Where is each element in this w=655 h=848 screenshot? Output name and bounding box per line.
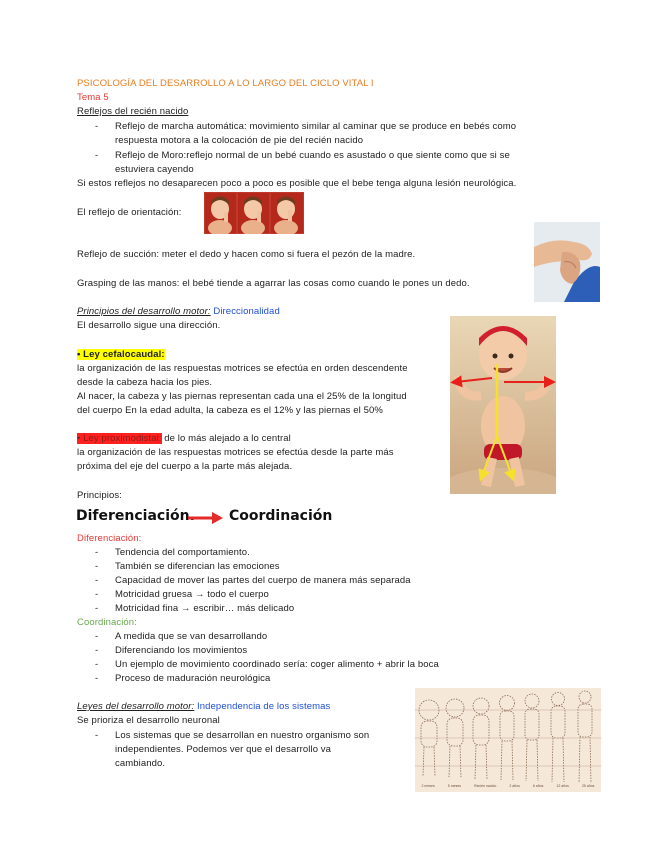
caption: 2 años	[509, 784, 520, 788]
baby-direction-photo	[450, 316, 556, 494]
cephalocaudal-line: del cuerpo En la edad adulta, la cabeza es el 12% y las piernas el 50%	[77, 405, 383, 416]
cephalocaudal-line: desde la cabeza hacia los pies.	[77, 377, 213, 388]
list-item: A medida que se van desarrollando	[115, 631, 268, 642]
bullet-dash: -	[95, 150, 99, 161]
motor-intro: El desarrollo sigue una dirección.	[77, 320, 221, 331]
bullet-dash: -	[95, 561, 99, 572]
figure-captions	[415, 784, 601, 789]
bullet-dash: -	[95, 645, 99, 656]
arrow-right-icon	[188, 509, 224, 525]
list-item: También se diferencian las emociones	[115, 561, 280, 572]
list-item: Tendencia del comportamiento.	[115, 547, 250, 558]
directionality-tag: Direccionalidad	[213, 306, 280, 317]
laws-heading: Leyes del desarrollo motor:	[77, 701, 195, 712]
diagram-right-label: Coordinación	[229, 508, 333, 524]
grasping-reflex: Grasping de las manos: el bebé tiende a agarrar las cosas como cuando le pones un dedo.	[77, 278, 470, 289]
topic-label: Tema 5	[77, 92, 109, 103]
reflex-item-line: Reflejo de marcha automática: movimiento similar al caminar que se produce en bebés como	[115, 121, 517, 132]
caption: 12 años	[556, 784, 569, 788]
list-item: Capacidad de mover las partes del cuerpo de manera más separada	[115, 575, 411, 586]
systems-independence-tag: Independencia de los sistemas	[197, 701, 331, 712]
course-title: PSICOLOGÍA DEL DESARROLLO A LO LARGO DEL CICLO VITAL I	[77, 78, 374, 89]
grasping-hand-photo	[534, 222, 600, 302]
bullet-dash: -	[95, 603, 99, 614]
cephalocaudal-line: la organización de las respuestas motrices se efectúa en orden descendente	[77, 363, 408, 374]
orientation-label: El reflejo de orientación:	[77, 207, 182, 218]
bullet-dash: -	[95, 631, 99, 642]
motor-principles-heading-row	[77, 305, 280, 318]
list-item: Un ejemplo de movimiento coordinado sería: coger alimento + abrir la boca	[115, 659, 439, 670]
orientation-reflex-photo	[204, 192, 304, 234]
coordination-heading: Coordinación:	[77, 617, 137, 628]
suction-reflex: Reflejo de succión: meter el dedo y hacen como si fuera el pezón de la madre.	[77, 249, 416, 260]
caption: 5 meses	[447, 784, 462, 788]
cephalocaudal-line: Al nacer, la cabeza y las piernas representan cada una el 25% de la longitud	[77, 391, 407, 402]
reflex-item-line: Reflejo de Moro:reflejo normal de un bebé cuando es asustado o que siente como que si se	[115, 150, 510, 161]
reflexes-heading: Reflejos del recién nacido	[77, 106, 189, 117]
bullet-dash: -	[95, 659, 99, 670]
cephalocaudal-label: • Ley cefalocaudal:	[77, 349, 165, 360]
principles-label: Principios:	[77, 490, 122, 501]
motor-principles-heading: Principios del desarrollo motor:	[77, 306, 211, 317]
reflex-note: Si estos reflejos no desaparecen poco a poco es posible que el bebe tenga alguna lesión neurológica.	[77, 178, 517, 189]
list-item: Motricidad gruesa → todo el cuerpo	[115, 589, 269, 600]
proximodistal-row	[77, 432, 291, 445]
bullet-dash: -	[95, 121, 99, 132]
differentiation-heading: Diferenciación:	[77, 533, 142, 544]
laws-item-line: independientes. Podemos ver que el desarrollo va	[115, 744, 332, 755]
laws-intro: Se prioriza el desarrollo neuronal	[77, 715, 220, 726]
caption: 25 años	[581, 784, 595, 788]
cephalocaudal-row	[77, 348, 165, 361]
reflex-item-line: estuviera cayendo	[115, 164, 194, 175]
proximodistal-label: • Ley proximodistal:	[77, 433, 162, 444]
proximodistal-line: próxima del eje del cuerpo a la parte más alejada.	[77, 461, 293, 472]
body-proportions-figure	[415, 688, 601, 792]
caption: 2 meses	[421, 784, 435, 788]
proximodistal-line: la organización de las respuestas motrices se efectúa desde la parte más	[77, 447, 394, 458]
list-item: Motricidad fina → escribir… más delicado	[115, 603, 295, 614]
diagram-left-label: Diferenciación.	[76, 508, 195, 524]
bullet-dash: -	[95, 575, 99, 586]
list-item: Diferenciando los movimientos	[115, 645, 248, 656]
reflex-item-line: respuesta motora a la colocación de pie del recién nacido	[115, 135, 364, 146]
laws-item-line: Los sistemas que se desarrollan en nuestro organismo son	[115, 730, 370, 741]
bullet-dash: -	[95, 673, 99, 684]
bullet-dash: -	[95, 730, 99, 741]
laws-heading-row	[77, 700, 330, 713]
proximodistal-tail: de lo más alejado a lo central	[161, 433, 291, 444]
caption: Recién nacido	[474, 784, 497, 788]
laws-item-line: cambiando.	[115, 758, 166, 769]
caption: 6 años	[532, 784, 544, 788]
bullet-dash: -	[95, 589, 99, 600]
list-item: Proceso de maduración neurológica	[115, 673, 271, 684]
bullet-dash: -	[95, 547, 99, 558]
